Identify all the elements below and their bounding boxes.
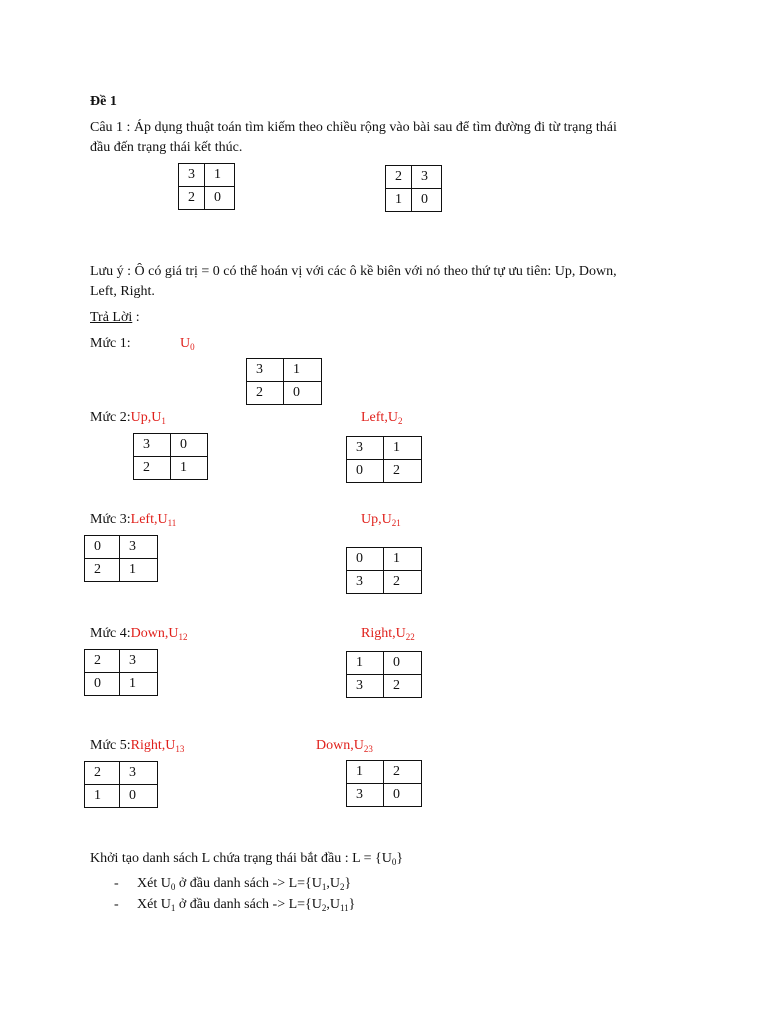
grid-cell: 3 <box>179 164 205 187</box>
grid-cell: 0 <box>384 652 422 675</box>
grid-cell: 3 <box>347 437 384 460</box>
level-3-left-grid <box>84 535 158 582</box>
answer-heading <box>90 308 140 328</box>
grid-cell: 2 <box>134 457 171 480</box>
level-1-state-label: $U_0$ <box>180 336 195 352</box>
level-5-right-grid <box>346 760 422 807</box>
answer-label: Trả Lời <box>90 310 133 325</box>
grid-cell: 3 <box>347 784 384 807</box>
grid-cell: 0 <box>205 187 235 210</box>
grid-cell: 1 <box>171 457 208 480</box>
grid-cell: 2 <box>384 675 422 698</box>
grid-cell: 2 <box>179 187 205 210</box>
grid-cell: 0 <box>347 460 384 483</box>
level-2-label: Mức $2:Up,U_1$ <box>90 410 166 426</box>
grid-cell: 1 <box>347 652 384 675</box>
level-2-right-label: $Left,U_2$ <box>361 410 403 426</box>
grid-cell: 2 <box>386 166 412 189</box>
level-1-grid <box>246 358 322 405</box>
grid-cell: 3 <box>134 434 171 457</box>
grid-cell: 1 <box>386 189 412 212</box>
grid-cell: 3 <box>247 359 284 382</box>
grid-cell: 0 <box>412 189 442 212</box>
grid-cell: 2 <box>85 762 120 785</box>
grid-cell: 3 <box>347 571 384 594</box>
bullet-item: Xét $U_0$ ở đầu danh sách -> $L=\{U_1,U_2\}$ <box>137 876 352 892</box>
grid-cell: 1 <box>85 785 120 808</box>
bullet-dash: - <box>114 876 119 891</box>
init-line: Khởi tạo danh sách L chứa trạng thái bắt đầu : $L = \{U_0\}$ <box>90 851 404 867</box>
question-line-2: đầu đến trạng thái kết thúc. <box>90 140 243 155</box>
grid-cell: 0 <box>120 785 158 808</box>
level-5-label: Mức $5:Right,U_{13}$ <box>90 738 185 754</box>
level-4-right-grid <box>346 651 422 698</box>
grid-cell: 0 <box>284 382 322 405</box>
note-line-1: Lưu ý : Ô có giá trị = 0 có thể hoán vị với các ô kề biên với nó theo thứ tự ưu tiên: Up, Down, <box>90 264 617 279</box>
grid-cell: 1 <box>120 673 158 696</box>
answer-colon: : <box>132 310 140 325</box>
bullet-dash: - <box>114 897 119 912</box>
goal-state-grid <box>385 165 442 212</box>
grid-cell: 1 <box>120 559 158 582</box>
grid-cell: 2 <box>85 559 120 582</box>
start-state-grid <box>178 163 235 210</box>
grid-cell: 0 <box>85 536 120 559</box>
grid-cell: 1 <box>284 359 322 382</box>
grid-cell: 1 <box>384 548 422 571</box>
level-3-right-grid <box>346 547 422 594</box>
grid-cell: 3 <box>412 166 442 189</box>
grid-cell: 3 <box>120 762 158 785</box>
level-2-right-grid <box>346 436 422 483</box>
grid-cell: 1 <box>347 761 384 784</box>
grid-cell: 1 <box>205 164 235 187</box>
grid-cell: 0 <box>384 784 422 807</box>
grid-cell: 2 <box>384 460 422 483</box>
grid-cell: 0 <box>85 673 120 696</box>
note-line-2: Left, Right. <box>90 284 155 299</box>
grid-cell: 3 <box>120 536 158 559</box>
page-title: Đề 1 <box>90 94 117 109</box>
grid-cell: 3 <box>120 650 158 673</box>
grid-cell: 1 <box>384 437 422 460</box>
level-2-left-grid <box>133 433 208 480</box>
level-1-label: Mức 1: <box>90 336 131 351</box>
level-4-label: Mức $4:Down,U_{12}$ <box>90 626 188 642</box>
level-4-left-grid <box>84 649 158 696</box>
grid-cell: 3 <box>347 675 384 698</box>
level-5-right-label: $Down,U_{23}$ <box>316 738 373 754</box>
grid-cell: 0 <box>347 548 384 571</box>
level-4-right-label: $Right,U_{22}$ <box>361 626 415 642</box>
grid-cell: 2 <box>384 761 422 784</box>
level-5-left-grid <box>84 761 158 808</box>
bullet-item: Xét $U_1$ ở đầu danh sách -> $L=\{U_2,U_{11}\}$ <box>137 897 356 913</box>
grid-cell: 2 <box>247 382 284 405</box>
grid-cell: 0 <box>171 434 208 457</box>
level-3-label: Mức $3:Left,U_{11}$ <box>90 512 177 528</box>
question-line-1: Câu 1 : Áp dụng thuật toán tìm kiếm theo chiều rộng vào bài sau để tìm đường đi từ trạng thái <box>90 120 617 135</box>
level-3-right-label: $Up,U_{21}$ <box>361 512 401 528</box>
grid-cell: 2 <box>85 650 120 673</box>
grid-cell: 2 <box>384 571 422 594</box>
